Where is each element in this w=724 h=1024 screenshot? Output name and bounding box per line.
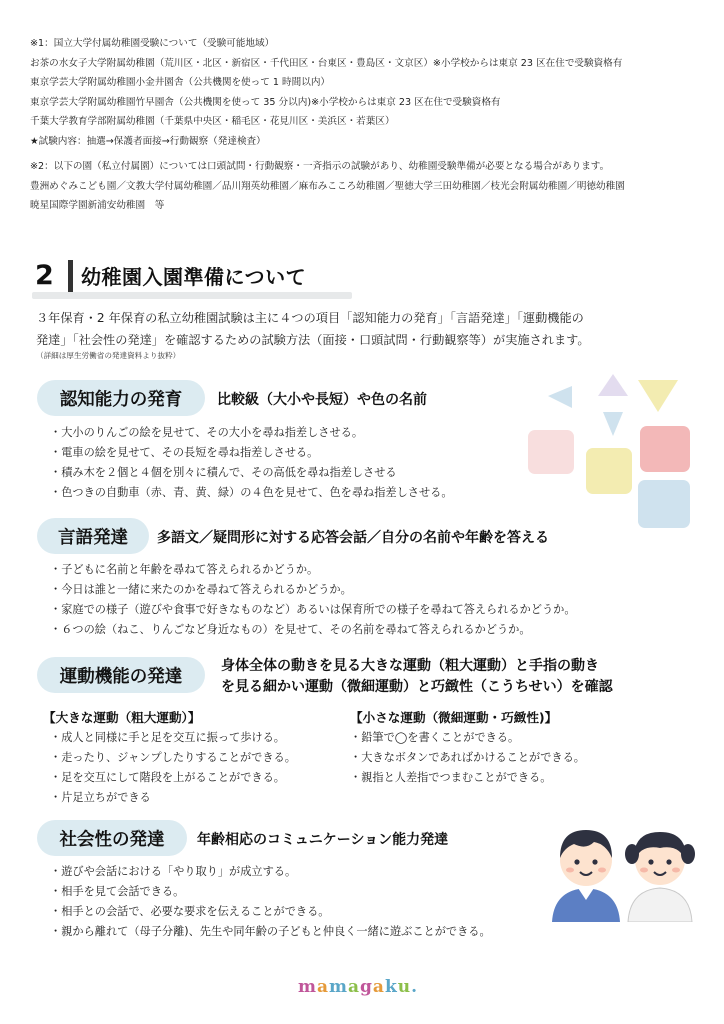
yellow-triangle-shape: [638, 380, 678, 412]
list-item: ・今日は誰と一緒に来たのかを尋ねて答えられるかどうか。: [50, 583, 352, 596]
note-line: 千葉大学教育学部附属幼稚園（千葉県中央区・稲毛区・花見川区・美浜区・若葉区）: [30, 116, 395, 127]
list-item: ・相手との会話で、必要な要求を伝えることができる。: [50, 905, 330, 918]
small-blue-triangle-shape: [603, 412, 623, 436]
list-item: ・相手を見て会話できる。: [50, 885, 185, 898]
mamagaku-logo: [298, 977, 418, 997]
list-item: ・色つきの自動車（赤、青、黄、緑）の４色を見せて、色を尋ね指差しさせる。: [50, 486, 453, 499]
logo-letter: u: [397, 977, 412, 997]
logo-letter: a: [317, 977, 330, 997]
boy-icon: [552, 830, 620, 922]
notes-bottom: [30, 157, 625, 216]
cognitive-list: [50, 423, 453, 503]
yellow-square-shape: [586, 448, 632, 494]
language-heading: 多語文／疑問形に対する応答会話／自分の名前や年齢を答える: [157, 530, 549, 546]
list-item: ・大きなボタンであればかけることができる。: [350, 751, 585, 764]
list-item: ・成人と同様に手と足を交互に振って歩ける。: [50, 731, 285, 744]
list-item: ・遊びや会話における「やり取り」が成立する。: [50, 865, 297, 878]
intro-note: （詳細は厚生労働省の発達資料より抜粋）: [36, 351, 181, 360]
children-illustration: [548, 822, 698, 922]
list-item: ・鉛筆で◯を書くことができる。: [350, 731, 520, 744]
girl-icon: [625, 832, 695, 922]
motor-label: 運動機能の発達: [37, 657, 205, 693]
logo-letter: a: [348, 977, 361, 997]
social-label: 社会性の発達: [37, 820, 187, 856]
intro-line: 発達」「社会性の発達」を確認するための試験方法（面接・口頭試問・行動観察等）が実施されます。: [36, 333, 590, 347]
pink-square-shape: [528, 430, 574, 474]
fine-motor-list: [350, 728, 585, 788]
section-divider: [68, 260, 73, 292]
list-item: ・片足立ちができる: [50, 791, 151, 804]
note-line: ※1：国立大学付属幼稚園受験について（受験可能地域）: [30, 38, 275, 49]
section-number: 2: [35, 260, 54, 291]
section-title: 幼稚園入園準備について: [81, 265, 307, 289]
list-item: ・足を交互にして階段を上がることができる。: [50, 771, 285, 784]
list-item: ・積み木を２個と４個を別々に積んで、その高低を尋ね指差しさせる: [50, 466, 397, 479]
note-line: 東京学芸大学附属幼稚園竹早園舎（公共機関を使って 35 分以内)※小学校からは東京 23 区在住で受験資格有: [30, 96, 501, 108]
list-item: ・子どもに名前と年齢を尋ねて答えられるかどうか。: [50, 563, 319, 576]
note-line: ★試験内容：抽選→保護者面接→行動観察（発達検査）: [30, 135, 266, 147]
language-label: 言語発達: [37, 518, 149, 554]
cognitive-label: 認知能力の発育: [37, 380, 205, 416]
motor-heading-line: を見る細かい運動（微細運動）と巧緻性（こうちせい）を確認: [221, 679, 613, 695]
gross-motor-heading: 【大きな運動（粗大運動）】: [43, 710, 201, 725]
fine-motor-heading: 【小さな運動（微細運動・巧緻性)】: [350, 710, 558, 725]
gross-motor-list: [50, 728, 296, 808]
logo-letter: m: [298, 977, 317, 997]
list-item: ・親から離れて（母子分離)、先生や同年齢の子どもと仲良く一緒に遊ぶことができる。: [50, 925, 491, 938]
logo-letter: m: [329, 977, 349, 997]
list-item: ・親指と人差指でつまむことができる。: [350, 771, 552, 784]
list-item: ・家庭での様子（遊びや食事で好きなものなど）あるいは保育所での様子を尋ねて答えられるかどうか。: [50, 603, 576, 616]
note-line: ※2：以下の園（私立付属園）については口頭試問・行動観察・一斉指示の試験があり、幼稚園受験準備が必要となる場合があります。: [30, 161, 610, 172]
logo-letter: k: [384, 977, 398, 997]
cognitive-heading: 比較級（大小や長短）や色の名前: [217, 392, 427, 408]
blue-triangle-shape: [548, 386, 572, 408]
note-line: 東京学芸大学附属幼稚園小金井園舎（公共機関を使って 1 時間以内）: [30, 77, 331, 88]
note-line: 豊洲めぐみこども園／文教大学付属幼稚園／品川翔英幼稚園／麻布みこころ幼稚園／聖徳大学三田幼稚園／枝光会附属幼稚園／明徳幼稚園: [30, 180, 625, 192]
social-list: [50, 862, 491, 942]
motor-heading-line: 身体全体の動きを見る大きな運動（粗大運動）と手指の動き: [221, 658, 599, 674]
blue-square-shape: [638, 480, 690, 528]
logo-letter: a: [372, 977, 385, 997]
logo-letter: .: [411, 977, 419, 997]
list-item: ・走ったり、ジャンプしたりすることができる。: [50, 751, 296, 764]
section-underline: [32, 292, 352, 299]
note-line: お茶の水女子大学附属幼稚園（荒川区・北区・新宿区・千代田区・台東区・豊島区・文京区）※小学校からは東京 23 区在住で受験資格有: [30, 57, 623, 69]
list-item: ・６つの絵（ねこ、りんごなど身近なもの）を見せて、その名前を尋ねて答えられるかどうか。: [50, 623, 531, 636]
decorative-shapes: [528, 372, 698, 532]
language-list: [50, 560, 576, 640]
lavender-triangle-shape: [598, 374, 628, 396]
intro-line: ３年保育・2 年保育の私立幼稚園試験は主に４つの項目「認知能力の発育」「言語発達」「運動機能の: [36, 311, 584, 325]
list-item: ・電車の絵を見せて、その長短を尋ね指差しさせる。: [50, 446, 319, 459]
notes-top: [30, 34, 622, 151]
rose-square-shape: [640, 426, 690, 472]
social-heading: 年齢相応のコミュニケーション能力発達: [197, 832, 449, 848]
list-item: ・大小のりんごの絵を見せて、その大小を尋ね指差しさせる。: [50, 426, 364, 439]
logo-letter: g: [360, 977, 373, 997]
note-line: 暁星国際学園新浦安幼稚園 等: [30, 200, 165, 211]
